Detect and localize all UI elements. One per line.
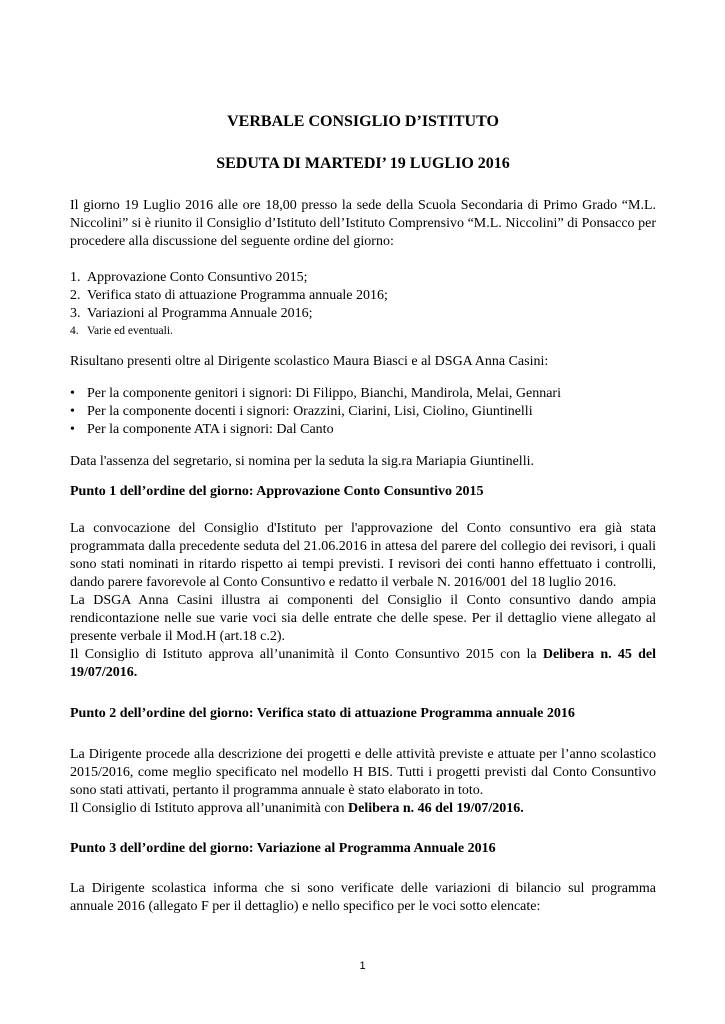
punto2-resolution-text: Il Consiglio di Istituto approva all’unanimità con	[70, 801, 349, 816]
page-number: 1	[359, 960, 366, 972]
attendance-paragraph: Risultano presenti oltre al Dirigente scolastico Maura Biasci e al DSGA Anna Casini:	[70, 354, 549, 369]
document-page	[70, 112, 656, 916]
secretary-paragraph: Data l'assenza del segretario, si nomina per la seduta la sig.ra Mariapia Giuntinelli.	[70, 454, 534, 469]
intro-paragraph: Il giorno 19 Luglio 2016 alle ore 18,00 presso la sede della Scuola Secondaria di Primo Grado “M.L. Niccolini” si è riunito il Consiglio d’Istituto dell’Istituto Comprensivo “M.L. Niccolini” di Ponsacco per procedere alla discussione del seguente ordine del giorno:	[70, 198, 656, 249]
members-item-text: Per la componente docenti i signori: Orazzini, Ciarini, Lisi, Ciolino, Giuntinelli	[87, 404, 533, 419]
punto2-heading: Punto 2 dell’ordine del giorno: Verifica stato di attuazione Programma annuale 2016	[70, 706, 575, 721]
agenda-item	[70, 323, 656, 339]
punto3-paragraph-1: La Dirigente scolastica informa che si sono verificate delle variazioni di bilancio sul programma annuale 2016 (allegato F per il dettaglio) e nello specifico per le voci sotto elencate:	[70, 881, 656, 914]
members-item	[70, 403, 656, 421]
document-subtitle: SEDUTA DI MARTEDI’ 19 LUGLIO 2016	[216, 155, 510, 172]
document-title: VERBALE CONSIGLIO D’ISTITUTO	[227, 113, 499, 130]
bullet-icon: •	[70, 386, 75, 401]
agenda-item	[70, 269, 656, 287]
punto1-resolution-text: Il Consiglio di Istituto approva all’unanimità il Conto Consuntivo 2015 con la	[70, 647, 543, 662]
agenda-item-number: 4.	[70, 325, 79, 337]
punto1-heading: Punto 1 dell’ordine del giorno: Approvazione Conto Consuntivo 2015	[70, 484, 484, 499]
agenda-list	[70, 269, 656, 339]
members-item-text: Per la componente genitori i signori: Di Filippo, Bianchi, Mandirola, Melai, Gennari	[87, 386, 561, 401]
agenda-item-text: Approvazione Conto Consuntivo 2015;	[87, 270, 308, 285]
agenda-item-number: 2.	[70, 288, 81, 303]
punto2-resolution-number: Delibera n. 46 del 19/07/2016.	[348, 801, 524, 816]
punto2-paragraph-1: La Dirigente procede alla descrizione dei progetti e delle attività previste e attuate per l’anno scolastico 2015/2016, come meglio specificato nel modello H BIS. Tutti i progetti previsti dal Conto Consuntivo sono stati attivati, pertanto il programma annuale è stato elaborato in toto.	[70, 747, 656, 798]
bullet-icon: •	[70, 422, 75, 437]
agenda-item-number: 3.	[70, 306, 81, 321]
punto1-paragraph-1: La convocazione del Consiglio d'Istituto per l'approvazione del Conto consuntivo era già stata programmata dalla precedente seduta del 21.06.2016 in attesa del parere del collegio dei revisori, i quali sono stati nominati in ritardo rispetto ai tempi previsti. I revisori dei conti hanno effettuato i controlli, dando parere favorevole al Conto Consuntivo e redatto il verbale N. 2016/001 del 18 luglio 2016.	[70, 521, 656, 590]
punto1-paragraph-2: La DSGA Anna Casini illustra ai componenti del Consiglio il Conto consuntivo dando ampia rendicontazione nelle sue varie voci sia delle entrate che delle spese. Per il dettaglio viene allegato al presente verbale il Mod.H (art.18 c.2).	[70, 593, 656, 644]
agenda-item-number: 1.	[70, 270, 81, 285]
members-list	[70, 385, 656, 439]
bullet-icon: •	[70, 404, 75, 419]
agenda-item	[70, 287, 656, 305]
agenda-item	[70, 305, 656, 323]
members-item	[70, 385, 656, 403]
agenda-item-text: Varie ed eventuali.	[87, 325, 173, 337]
members-item	[70, 421, 656, 439]
punto3-heading: Punto 3 dell’ordine del giorno: Variazione al Programma Annuale 2016	[70, 841, 496, 856]
punto1-resolution-number: Delibera n. 45 del 19/07/2016.	[70, 647, 656, 680]
agenda-item-text: Verifica stato di attuazione Programma annuale 2016;	[87, 288, 388, 303]
members-item-text: Per la componente ATA i signori: Dal Canto	[87, 422, 334, 437]
agenda-item-text: Variazioni al Programma Annuale 2016;	[87, 306, 313, 321]
punto1-resolution	[70, 646, 656, 682]
punto2-resolution	[70, 800, 656, 818]
